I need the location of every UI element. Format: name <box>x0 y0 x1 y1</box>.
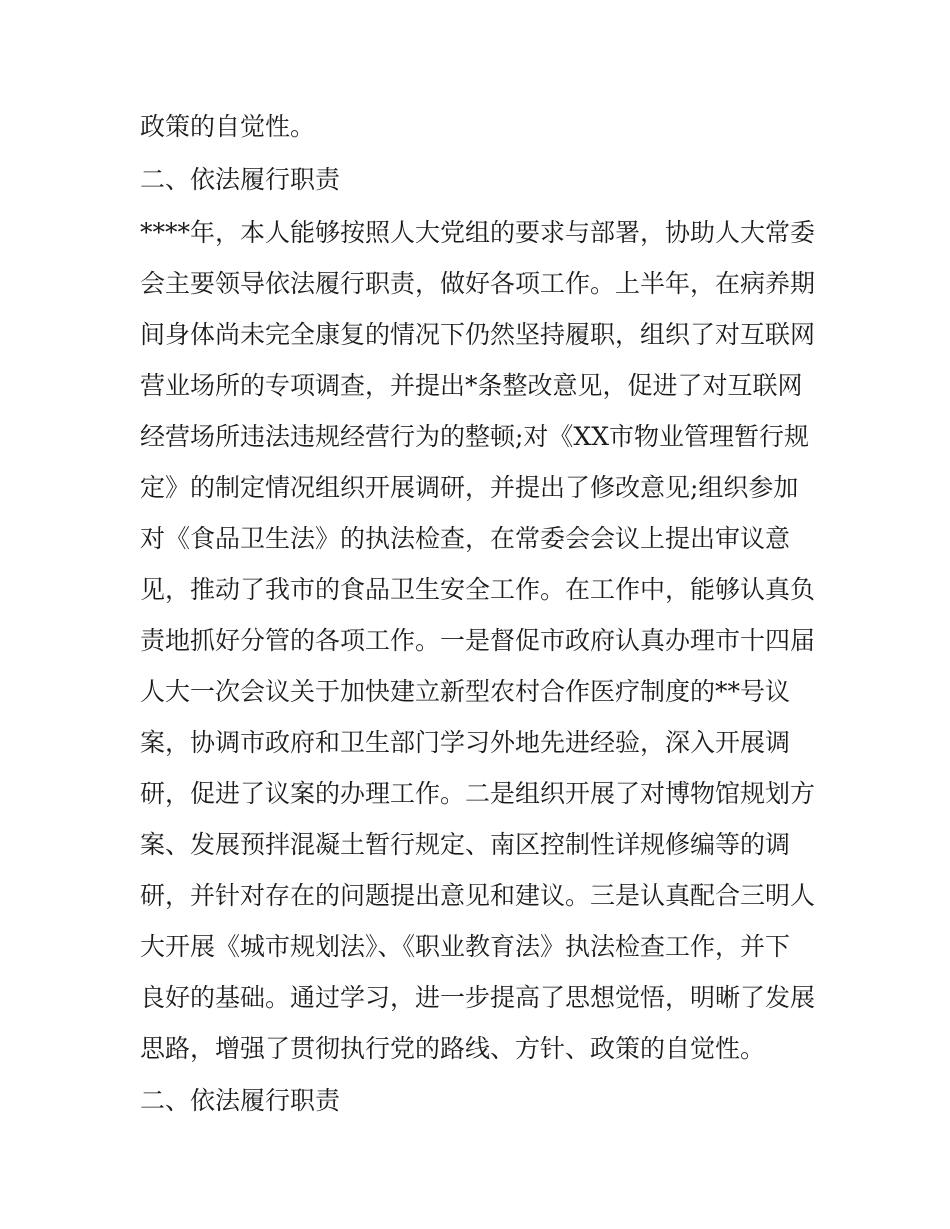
text-line: 见，推动了我市的食品卫生安全工作。在工作中，能够认真负 <box>140 575 816 604</box>
section-heading: 二、依法履行职责 <box>140 1086 341 1115</box>
text-line: 定》的制定情况组织开展调研，并提出了修改意见;组织参加 <box>140 473 799 502</box>
text-line: 间身体尚未完全康复的情况下仍然坚持履职，组织了对互联网 <box>140 320 816 349</box>
text-line: 思路，增强了贯彻执行党的路线、方针、政策的自觉性。 <box>140 1034 766 1063</box>
text-line: 营业场所的专项调查，并提出*条整改意见，促进了对互联网 <box>140 371 803 400</box>
section-heading: 二、依法履行职责 <box>140 165 341 194</box>
text-line: 政策的自觉性。 <box>140 112 316 141</box>
text-line: 良好的基础。通过学习，进一步提高了思想觉悟，明晰了发展 <box>140 983 816 1012</box>
text-line: 案、发展预拌混凝土暂行规定、南区控制性详规修编等的调 <box>140 830 791 859</box>
text-line: 经营场所违法违规经营行为的整顿;对《XX市物业管理暂行规 <box>140 422 810 451</box>
text-line: 大开展《城市规划法》、《职业教育法》执法检查工作，并下 <box>140 932 791 961</box>
text-line: 人大一次会议关于加快建立新型农村合作医疗制度的**号议 <box>140 677 791 706</box>
text-line: 研，促进了议案的办理工作。二是组织开展了对博物馆规划方 <box>140 779 816 808</box>
text-line: 对《食品卫生法》的执法检查，在常委会会议上提出审议意 <box>140 524 791 553</box>
text-line: 案，协调市政府和卫生部门学习外地先进经验，深入开展调 <box>140 728 791 757</box>
text-line: ****年，本人能够按照人大党组的要求与部署，协助人大常委 <box>140 218 816 247</box>
text-line: 责地抓好分管的各项工作。一是督促市政府认真办理市十四届 <box>140 626 816 655</box>
text-line: 研，并针对存在的问题提出意见和建议。三是认真配合三明人 <box>140 881 816 910</box>
text-line: 会主要领导依法履行职责，做好各项工作。上半年，在病养期 <box>140 269 816 298</box>
